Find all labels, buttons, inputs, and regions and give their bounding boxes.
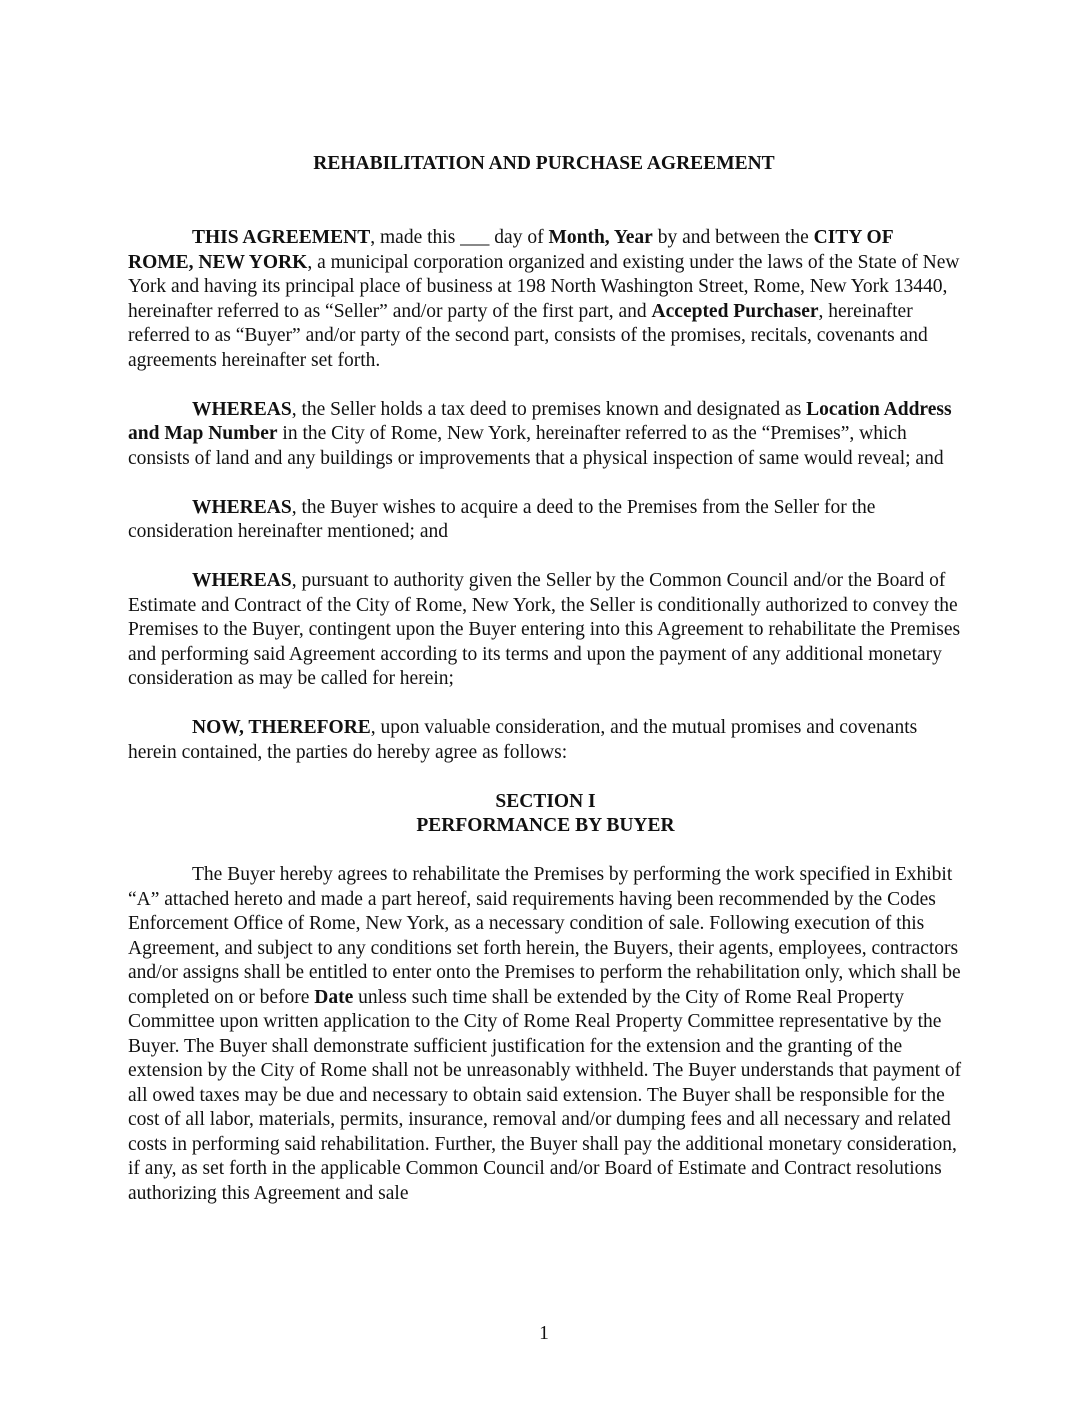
paragraph-text: , the Seller holds a tax deed to premises known and designated as	[291, 398, 807, 420]
paragraph-text: , made this ___ day of	[370, 227, 549, 248]
paragraph-text: , a municipal corporation organized and existing under the laws of the State of New York and having its principal place of business at 198 North Washington Street, Rome, New York 13440, hereinafter referred to as “Seller” and/or party of the first part, and	[128, 251, 960, 322]
paragraph-text: The Buyer hereby agrees to rehabilitate the Premises by performing the work specified in Exhibit “A” attached hereto and made a part hereof, said requirements having been recommended by the Codes Enforcement Office of Rome, New York, as a necessary condition of sale. Following execution of this Agreement, and subject to any conditions set forth herein, the Buyers, their agents, employees, contractors and/or assigns shall be entitled to enter onto the Premises to perform the rehabilitation only, which shall be completed on or before	[128, 864, 961, 1008]
completion-date-placeholder: Date	[314, 986, 354, 1008]
section-title: PERFORMANCE BY BUYER	[416, 815, 675, 836]
paragraph-performance	[128, 863, 963, 1206]
page-number: 1	[539, 1323, 549, 1344]
paragraph-text: unless such time shall be extended by the City of Rome Real Property Committee upon written application to the City of Rome Real Property Committee representative by the Buyer. The Buyer shall demonstrate sufficient justification for the extension and the granting of the extension by the City of Rome shall not be unreasonably withheld. The Buyer understands that payment of all owed taxes may be due and necessary to obtain said extension. The Buyer shall be responsible for the cost of all labor, materials, permits, insurance, removal and/or dumping fees and all necessary and related costs in performing said rehabilitation. Further, the Buyer shall pay the additional monetary consideration, if any, as set forth in the applicable Common Council and/or Board of Estimate and Contract resolutions authorizing this Agreement and sale	[128, 986, 962, 1204]
paragraph-text: , pursuant to authority given the Seller by the Common Council and/or the Board of Estimate and Contract of the City of Rome, New York, the Seller is conditionally authorized to convey the Premises to the Buyer, contingent upon the Buyer entering into this Agreement to rehabilitate the Premises and performing said Agreement according to its terms and upon the payment of any additional monetary consideration as may be called for herein;	[128, 570, 961, 689]
section-number: SECTION I	[495, 790, 596, 812]
paragraph-text: , the Buyer wishes to acquire a deed to the Premises from the Seller for the consideration hereinafter mentioned; and	[128, 496, 876, 542]
seller-name: CITY OF ROME, NEW YORK	[128, 227, 893, 273]
paragraph-whereas-buyer	[128, 496, 963, 545]
paragraph-agreement-parties	[128, 226, 963, 373]
paragraph-text: by and between the	[652, 227, 814, 248]
paragraph-text: in the City of Rome, New York, hereinafter referred to as the “Premises”, which consists of land and any buildings or improvements that a physical inspection of same would reveal; and	[128, 423, 944, 469]
paragraph-now-therefore	[128, 716, 963, 765]
document-body	[128, 226, 963, 1231]
document-title: REHABILITATION AND PURCHASE AGREEMENT	[313, 153, 775, 174]
location-placeholder: Location Address and Map Number	[128, 398, 952, 444]
section-heading	[128, 790, 963, 839]
paragraph-text: , hereinafter referred to as “Buyer” and/or party of the second part, consists of the promises, recitals, covenants and agreements hereinafter set forth.	[128, 300, 928, 371]
paragraph-text: , upon valuable consideration, and the mutual promises and covenants herein contained, the parties do hereby agree as follows:	[128, 717, 918, 763]
paragraph-lead: WHEREAS	[192, 398, 292, 420]
paragraph-lead: WHEREAS	[192, 570, 292, 591]
paragraph-whereas-premises	[128, 398, 963, 472]
paragraph-lead: THIS AGREEMENT	[192, 227, 371, 248]
date-placeholder: Month, Year	[548, 227, 653, 248]
buyer-placeholder: Accepted Purchaser	[651, 300, 819, 322]
paragraph-lead: NOW, THEREFORE	[192, 717, 371, 738]
paragraph-lead: WHEREAS	[192, 496, 292, 518]
paragraph-whereas-authority	[128, 569, 963, 692]
